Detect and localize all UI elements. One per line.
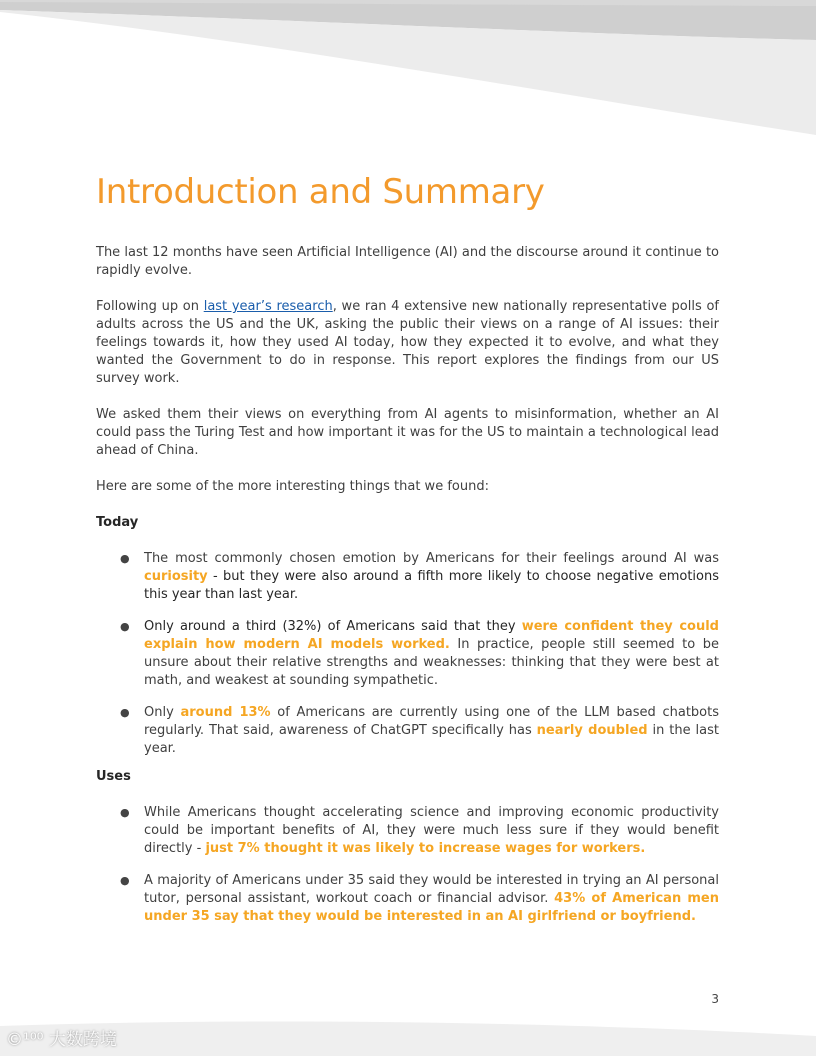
list-item xyxy=(96,872,719,926)
page-content xyxy=(96,170,719,940)
footer-band-decoration xyxy=(0,1006,816,1056)
bullet-text: in the last year. xyxy=(144,723,719,756)
highlight-text: just 7% thought it was likely to increase wages for workers. xyxy=(205,841,646,856)
bullet-dot-icon: ● xyxy=(120,620,130,633)
intro-paragraph-1: The last 12 months have seen Artificial Intelligence (AI) and the discourse around it continue to rapidly evolve. xyxy=(96,245,719,278)
highlight-text: 43% of American men under 35 say that they would be interested in an AI girlfriend or boyfriend. xyxy=(144,891,719,924)
list-item xyxy=(96,804,719,858)
uses-bullet-list xyxy=(96,804,719,926)
bullet-text: - but they were also around a fifth more likely to choose negative emotions this year than last year. xyxy=(144,569,719,602)
watermark: ©¹⁰⁰ 大数跨境 xyxy=(6,1030,117,1050)
section-heading-uses: Uses xyxy=(96,769,131,784)
bullet-text: While Americans thought accelerating science and improving economic productivity could be important benefits of AI, they were much less sure if they would benefit directly - xyxy=(144,805,719,856)
bullet-text: of Americans are currently using one of the LLM based chatbots regularly. That said, awareness of ChatGPT specifically has xyxy=(144,705,719,738)
bullet-text: The most commonly chosen emotion by Americans for their feelings around AI was xyxy=(144,551,719,566)
bullet-dot-icon: ● xyxy=(120,706,130,719)
section-heading-today: Today xyxy=(96,515,139,530)
highlight-text: around 13% xyxy=(180,705,271,720)
intro-paragraph-3: We asked them their views on everything from AI agents to misinformation, whether an AI could pass the Turing Test and how important it was for the US to maintain a technological lead ahead of China. xyxy=(96,407,719,458)
last-years-research-link[interactable]: last year’s research xyxy=(203,299,333,314)
intro-p2-rest: , we ran 4 extensive new nationally representative polls of adults across the US and the UK, asking the public their views on a range of AI issues: their feelings towards it, how they used AI today, how they expected it to evolve, and what they wanted the Government to do in response. This report explores the findings from our US survey work. xyxy=(96,299,719,386)
bullet-text: In practice, people still seemed to be unsure about their relative strengths and weaknesses: thinking that they were best at math, and weakest at sounding sympathetic. xyxy=(144,637,719,688)
highlight-text: nearly doubled xyxy=(536,723,648,738)
header-swoosh-decoration xyxy=(0,0,816,140)
bullet-dot-icon: ● xyxy=(120,874,130,887)
page-title: Introduction and Summary xyxy=(96,172,545,212)
bullet-dot-icon: ● xyxy=(120,552,130,565)
list-item xyxy=(96,618,719,690)
list-item xyxy=(96,550,719,604)
intro-paragraph-4: Here are some of the more interesting things that we found: xyxy=(96,479,489,494)
intro-paragraph-2 xyxy=(96,298,719,388)
page-number: 3 xyxy=(711,992,719,1006)
bullet-text: A majority of Americans under 35 said they would be interested in trying an AI personal tutor, personal assistant, workout coach or financial advisor. xyxy=(144,873,719,906)
bullet-text: Only xyxy=(144,705,181,720)
list-item xyxy=(96,704,719,758)
bullet-dot-icon: ● xyxy=(120,806,130,819)
today-bullet-list xyxy=(96,550,719,758)
highlight-text: were confident they could explain how modern AI models worked. xyxy=(144,619,719,652)
highlight-text: curiosity xyxy=(144,569,208,584)
bullet-text: Only around a third (32%) of Americans said that they xyxy=(144,619,522,634)
intro-p2-lead: Following up on xyxy=(96,299,204,314)
